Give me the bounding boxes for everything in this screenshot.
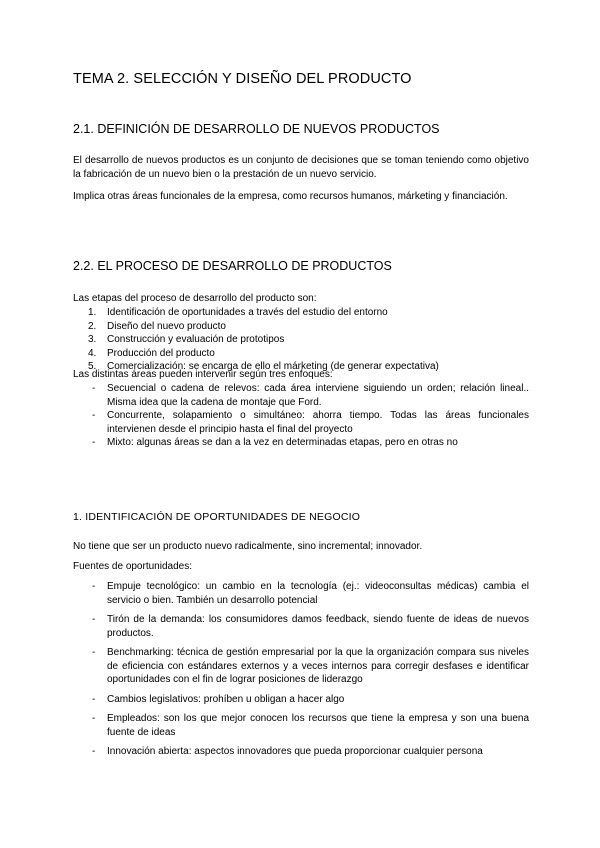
paragraph-definition: El desarrollo de nuevos productos es un conjunto de decisiones que se toman teniendo como objetivo la fabricación de un nuevo bien o la prestación de un nuevo servicio. — [73, 155, 529, 180]
list-item-text: Concurrente, solapamiento o simultáneo: ahorra tiempo. Todas las áreas funcionales intervienen desde el principio hasta el final del proyecto — [107, 410, 529, 435]
list-number: 4. — [88, 347, 97, 359]
dash-bullet: - — [92, 693, 96, 705]
document-title: TEMA 2. SELECCIÓN Y DISEÑO DEL PRODUCTO — [73, 71, 412, 87]
list-item-text: Empuje tecnológico: un cambio en la tecnología (ej.: videoconsultas médicas) cambia el servicio o bien. También un desarrollo potencial — [107, 581, 529, 606]
list-item — [73, 646, 529, 687]
section-heading-2-2: 2.2. EL PROCESO DE DESARROLLO DE PRODUCTOS — [73, 259, 392, 273]
dash-bullet: - — [92, 437, 96, 448]
list-item-text: Diseño del nuevo producto — [107, 320, 226, 332]
list-item-text: Innovación abierta: aspectos innovadores que pueda proporcionar cualquier persona — [107, 746, 483, 757]
dash-bullet: - — [92, 410, 96, 421]
list-item — [73, 409, 529, 436]
list-item-text: Construcción y evaluación de prototipos — [107, 334, 285, 345]
list-number: 2. — [88, 320, 97, 332]
dash-bullet: - — [92, 383, 96, 394]
list-item — [73, 320, 529, 334]
list-item — [73, 436, 529, 450]
list-item-text: Empleados: son los que mejor conocen los recursos que tiene la empresa y son una buena fuente de ideas — [107, 713, 529, 738]
list-item-text: Benchmarking: técnica de gestión empresarial por la que la organización compara sus niveles de eficiencia con estándares externos y a veces internos para corregir desfases e identificar oportunidades con el fin de lograr posiciones de liderazgo — [107, 647, 529, 685]
approaches-list — [73, 382, 529, 450]
list-item — [73, 693, 529, 707]
dash-bullet: - — [92, 581, 96, 592]
stages-list — [73, 306, 529, 374]
paragraph-functional-areas: Implica otras áreas funcionales de la empresa, como recursos humanos, márketing y financiación. — [73, 191, 508, 202]
list-number: 3. — [88, 334, 97, 345]
list-item — [73, 745, 529, 759]
paragraph-stages-intro: Las etapas del proceso de desarrollo del producto son: — [73, 293, 317, 304]
dash-bullet: - — [92, 614, 96, 625]
list-item — [73, 580, 529, 607]
list-item-text: Tirón de la demanda: los consumidores damos feedback, siendo fuente de ideas de nuevos productos. — [107, 614, 529, 639]
section-heading-2-1: 2.1. DEFINICIÓN DE DESARROLLO DE NUEVOS PRODUCTOS — [73, 122, 440, 136]
list-number: 5. — [88, 361, 97, 372]
paragraph-incremental: No tiene que ser un producto nuevo radicalmente, sino incremental; innovador. — [73, 541, 423, 552]
section-heading-identificacion: 1. IDENTIFICACIÓN DE OPORTUNIDADES DE NEGOCIO — [73, 511, 361, 523]
list-item — [73, 333, 529, 347]
dash-bullet: - — [92, 713, 96, 724]
dash-bullet: - — [92, 647, 96, 658]
paragraph-sources-intro: Fuentes de oportunidades: — [73, 561, 192, 572]
list-number: 1. — [88, 307, 97, 318]
sources-list — [73, 580, 529, 759]
list-item-text: Cambios legislativos: prohíben u obligan a hacer algo — [107, 693, 345, 705]
list-item — [73, 347, 529, 361]
list-item — [73, 306, 529, 320]
list-item-text: Identificación de oportunidades a través del estudio del entorno — [107, 307, 388, 318]
list-item-text: Secuencial o cadena de relevos: cada área interviene siguiendo un orden; relación lineal.. Misma idea que la cadena de montaje que Ford. — [107, 383, 529, 408]
list-item-text: Mixto: algunas áreas se dan a la vez en determinadas etapas, pero en otras no — [107, 437, 458, 448]
paragraph-approaches-intro: Las distintas áreas pueden intervenir según tres enfoques: — [73, 369, 333, 380]
list-item — [73, 382, 529, 409]
list-item-text: Producción del producto — [107, 347, 215, 359]
list-item-text: Comercialización: se encarga de ello el márketing (de generar expectativa) — [107, 361, 439, 372]
list-item — [73, 613, 529, 640]
dash-bullet: - — [92, 746, 96, 757]
list-item — [73, 712, 529, 739]
